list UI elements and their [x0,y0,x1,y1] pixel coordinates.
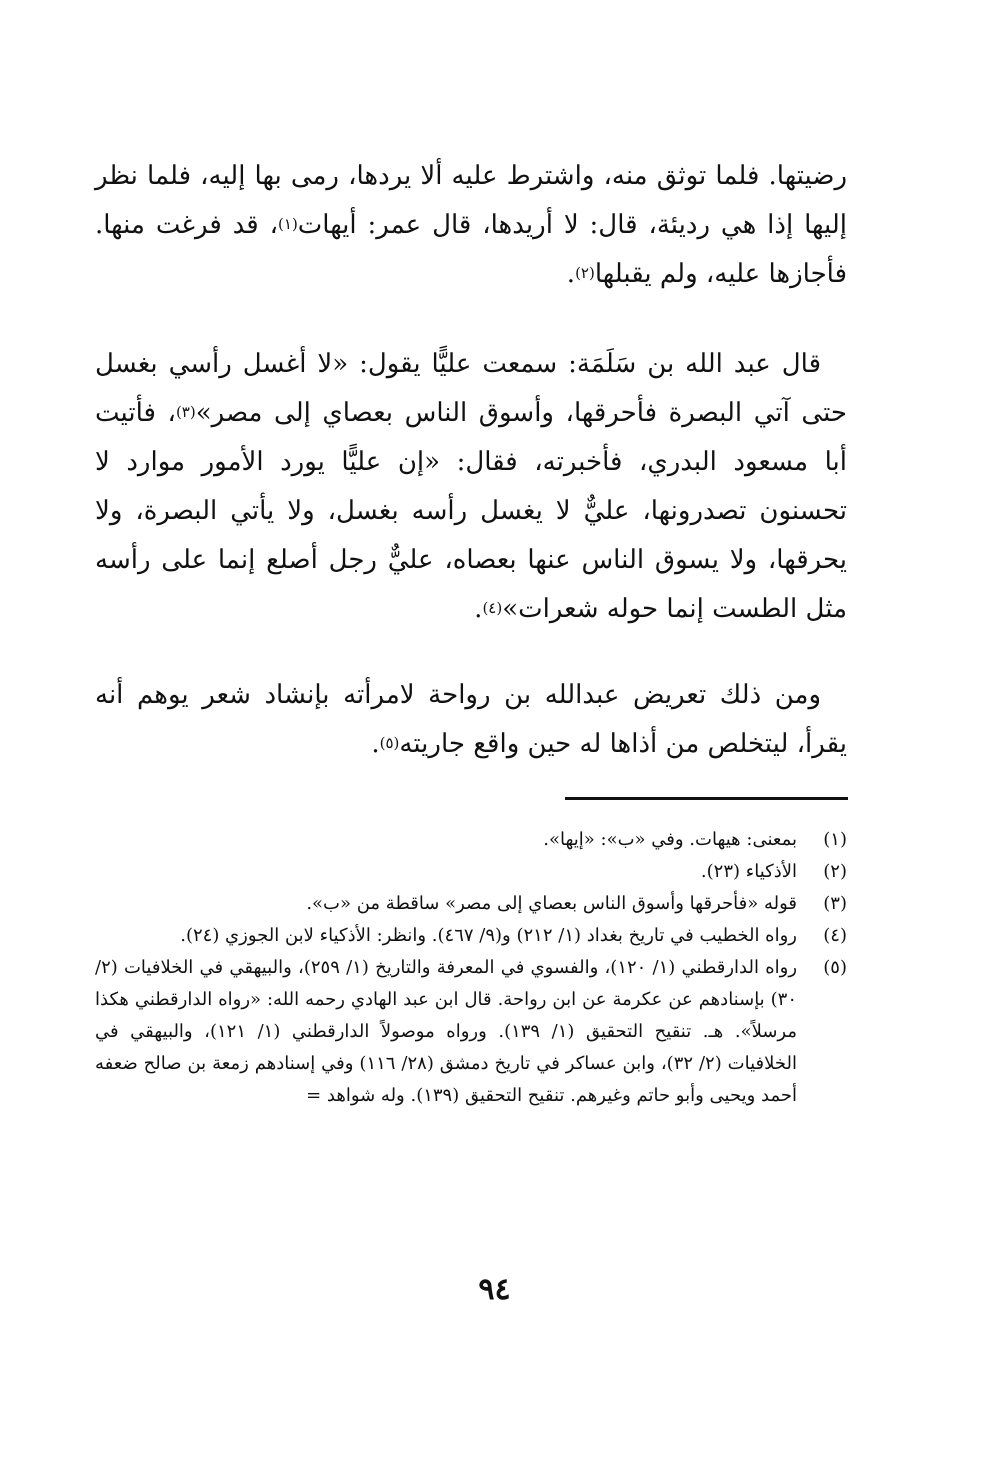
paragraph-1-text-c: . [566,259,576,289]
paragraph-2-text-b: ، فأتيت أبا مسعود البدري، فأخبرته، فقال: «إن عليًّا يورد الأمور موارد لا تحسنون تصدرونها، عليٌّ لا يغسل رأسه بغسل، ولا يأتي البصرة، ولا يحرقها، ولا يسوق الناس عنها بعصاه، عليٌّ رجل أصلع إنما على رأسه مثل الطست إنما حوله شعرات» [95,398,847,624]
footnote-ref-4: (٤) [482,599,503,617]
paragraph-3-text-a: ومن ذلك تعريض عبدالله بن رواحة لامرأته بإنشاد شعر يوهم أنه يقرأ، ليتخلص من أذاها له حين واقع جاريته [95,680,847,759]
footnote-3 [95,888,847,920]
footnote-text: الأذكياء (٢٣). [700,861,797,882]
body-paragraph-1 [95,152,847,299]
paragraph-2-text-a: قال عبد الله بن سَلَمَة: سمعت عليًّا يقول: «لا أغسل رأسي بغسل حتى آتي البصرة فأحرقها، وأسوق الناس بعصاي إلى مصر» [95,349,847,428]
footnote-divider [565,797,848,800]
footnote-text: قوله «فأحرقها وأسوق الناس بعصاي إلى مصر» ساقطة من «ب». [306,893,797,914]
footnote-ref-5: (٥) [379,734,400,752]
body-paragraph-3 [95,671,847,769]
footnote-ref-1: (١) [278,215,298,233]
footnote-number: (٣) [823,893,847,914]
footnote-5 [95,952,847,1112]
paragraph-2-text-c: . [474,594,483,624]
footnote-4 [95,920,847,952]
page-number: ٩٤ [478,1272,511,1307]
footnotes [95,824,847,1112]
body-paragraph-2 [95,340,847,634]
footnote-text: بمعنى: هيهات. وفي «ب»: «إيها». [543,829,797,850]
footnote-number: (٤) [823,925,847,946]
footnote-text: رواه الدارقطني (١/ ١٢٠)، والفسوي في المعرفة والتاريخ (١/ ٢٥٩)، والبيهقي في الخلافيات (٢/ ٣٠) بإسنادهم عن عكرمة عن ابن رواحة. قال ابن عبد الهادي رحمه الله: «رواه الدارقطني هكذا مرسلاً». هـ. تنقيح التحقيق (١/ ١٣٩). ورواه موصولاً الدارقطني (١/ ١٢١)، والبيهقي في الخلافيات (٢/ ٣٢)، وابن عساكر في تاريخ دمشق (٢٨/ ١١٦) وفي إسنادهم زمعة بن صالح ضعفه أحمد ويحيى وأبو حاتم وغيرهم. تنقيح التحقيق (١٣٩). وله شواهد = [95,957,798,1106]
footnote-ref-2: (٢) [575,264,595,282]
footnote-text: رواه الخطيب في تاريخ بغداد (١/ ٢١٢) و(٩/ ٤٦٧). وانظر: الأذكياء لابن الجوزي (٢٤). [180,925,797,946]
footnote-number: (١) [823,829,847,850]
footnote-2 [95,856,847,888]
footnote-ref-3: (٣) [175,403,196,421]
footnote-1 [95,824,847,856]
paragraph-3-text-c: . [371,729,380,759]
footnote-number: (٥) [823,957,847,978]
footnote-number: (٢) [823,861,847,882]
paragraph-1-text-b: ، قد فرغت منها. فأجازها عليه، ولم يقبلها [95,210,847,289]
paragraph-1-text-a: رضيتها. فلما توثق منه، واشترط عليه ألا يردها، رمى بها إليه، فلما نظر إليها إذا هي رديئة، قال: لا أريدها، قال عمر: أيهات [95,161,847,240]
